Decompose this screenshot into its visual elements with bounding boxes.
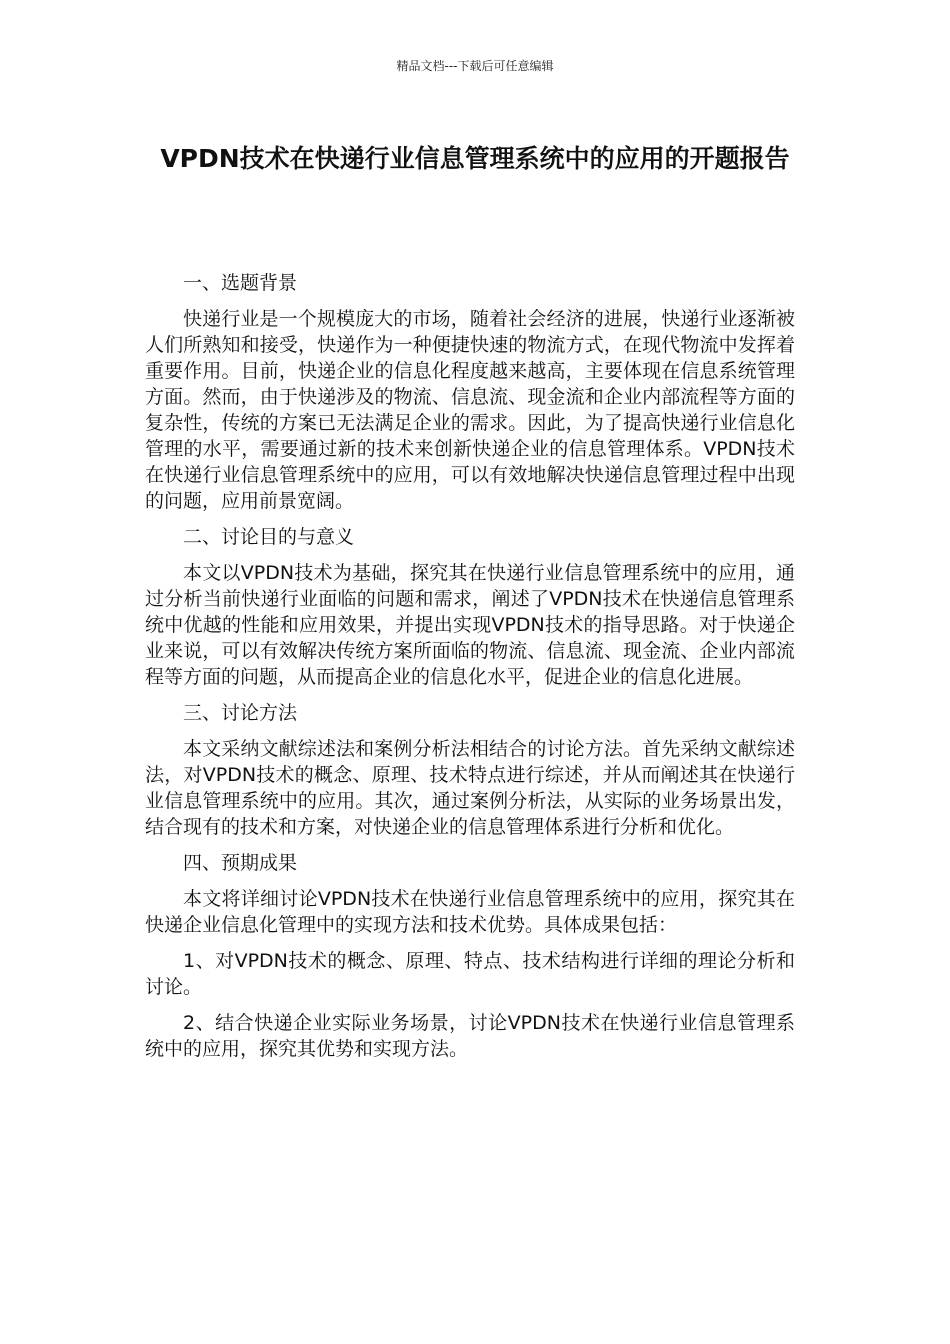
- section-heading-background: 一、选题背景: [183, 272, 298, 294]
- section-heading-method: 三、讨论方法: [183, 702, 298, 724]
- paragraph-background: 快递行业是一个规模庞大的市场，随着社会经济的进展，快递行业逐渐被人们所熟知和接受，快递作为一种便捷快速的物流方式，在现代物流中发挥着重要作用。目前，快递企业的信息化程度越来越高，主要体现在信息系统管理方面。然而，由于快递涉及的物流、信息流、现金流和企业内部流程等方面的复杂性，传统的方案已无法满足企业的需求。因此，为了提高快递行业信息化管理的水平，需要通过新的技术来创新快递企业的信息管理体系。VPDN技术在快递行业信息管理系统中的应用，可以有效地解决快递信息管理过程中出现的问题，应用前景宽阔。: [145, 308, 795, 512]
- paragraph-method: 本文采纳文献综述法和案例分析法相结合的讨论方法。首先采纳文献综述法，对VPDN技术的概念、原理、技术特点进行综述，并从而阐述其在快递行业信息管理系统中的应用。其次，通过案例分析法，从实际的业务场景出发，结合现有的技术和方案，对快递企业的信息管理体系进行分析和优化。: [145, 738, 795, 838]
- document-body: [145, 270, 795, 1072]
- header-note: 精品文档---下载后可任意编辑: [396, 59, 554, 73]
- section-heading-outcomes: 四、预期成果: [183, 852, 298, 874]
- paragraph-outcome-2: 2、结合快递企业实际业务场景，讨论VPDN技术在快递行业信息管理系统中的应用，探究其优势和实现方法。: [145, 1012, 795, 1060]
- paragraph-purpose: 本文以VPDN技术为基础，探究其在快递行业信息管理系统中的应用，通过分析当前快递行业面临的问题和需求，阐述了VPDN技术在快递信息管理系统中优越的性能和应用效果，并提出实现VPDN技术的指导思路。对于快递企业来说，可以有效解决传统方案所面临的物流、信息流、现金流、企业内部流程等方面的问题，从而提高企业的信息化水平，促进企业的信息化进展。: [145, 562, 795, 688]
- document-title: VPDN技术在快递行业信息管理系统中的应用的开题报告: [160, 144, 790, 173]
- paragraph-outcomes-intro: 本文将详细讨论VPDN技术在快递行业信息管理系统中的应用，探究其在快递企业信息化管理中的实现方法和技术优势。具体成果包括：: [145, 888, 795, 936]
- paragraph-outcome-1: 1、对VPDN技术的概念、原理、特点、技术结构进行详细的理论分析和讨论。: [145, 950, 795, 998]
- section-heading-purpose: 二、讨论目的与意义: [183, 526, 355, 548]
